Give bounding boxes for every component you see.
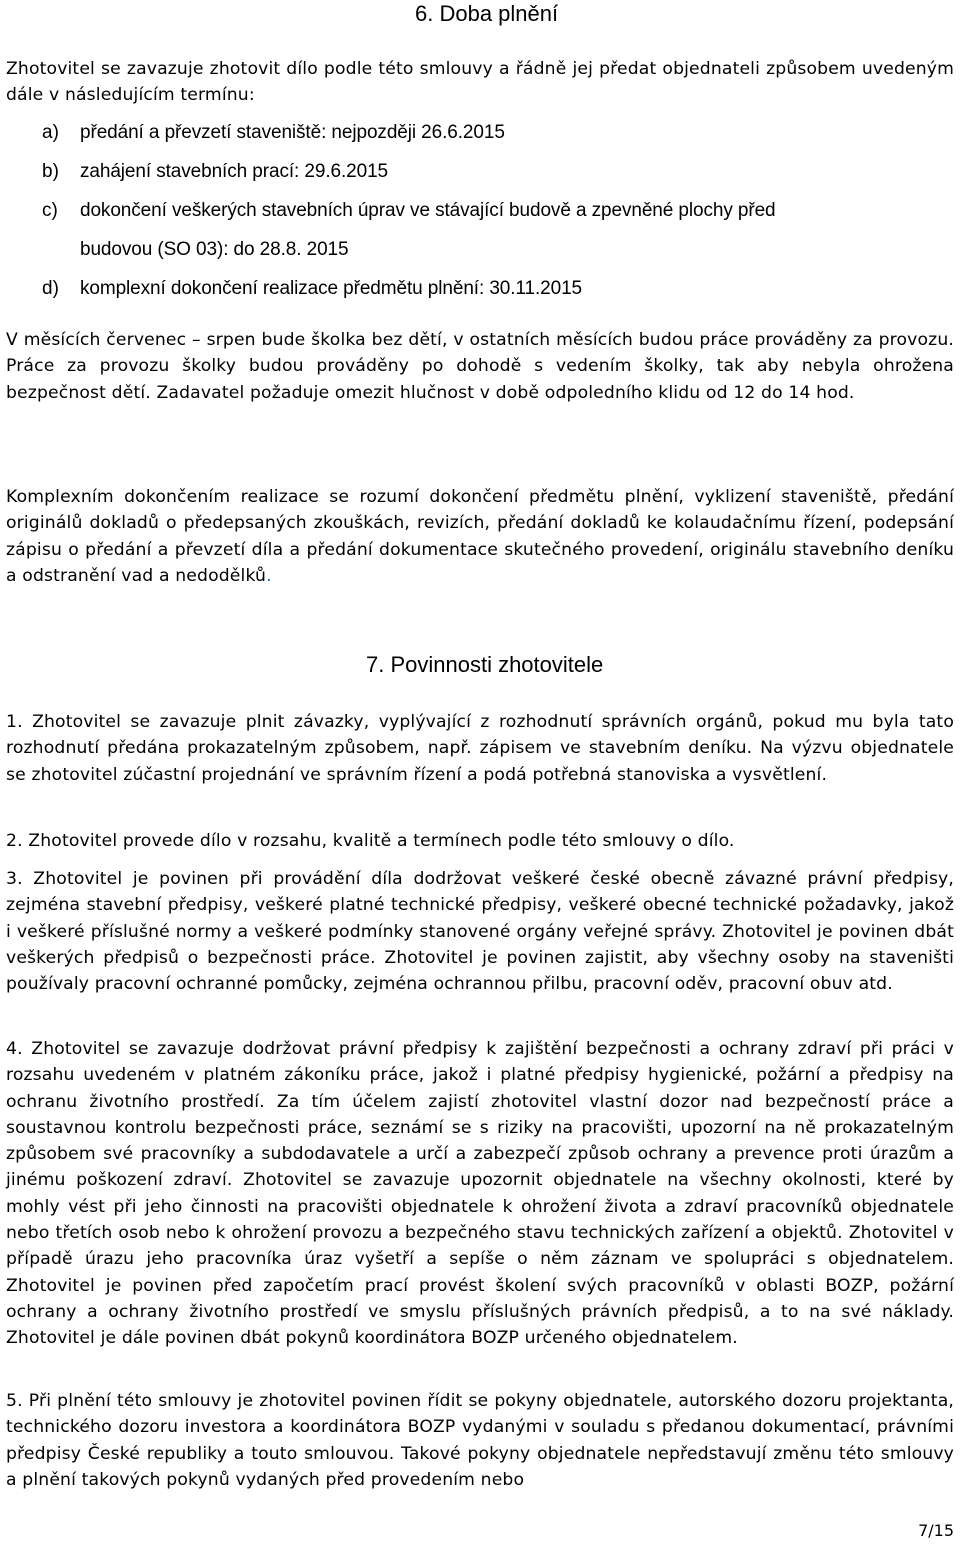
section-6-paragraph-2 [6, 484, 954, 589]
page-number: 7/15 [918, 1521, 954, 1540]
section-7-clause-4: 4. Zhotovitel se zavazuje dodržovat právní předpisy k zajištění bezpečnosti a ochrany zdraví při práci v rozsahu uvedeném v platném zákoníku práce, jakož i platné předpisy hygienické, požární a předpisy na ochranu životního prostředí. Za tím účelem zajistí zhotovitel vlastní dozor nad bezpečností práce a soustavnou kontrolu bezpečnosti práce, seznámí se s riziky na pracovišti, upozorní na ně prokazatelným způsobem své pracovníky a subdodavatele a určí a zabezpečí způsob ochrany a prevence proti úrazům a jinému poškození zdraví. Zhotovitel se zavazuje upozornit objednatele na všechny okolnosti, které by mohly vést při jeho činnosti na pracovišti objednatele k ohrožení života a zdraví pracovníků objednatele nebo třetích osob nebo k ohrožení provozu a bezpečného stavu technických zařízení a objektů. Zhotovitel v případě úrazu jeho pracovníka úraz vyšetří a sepíše o něm záznam ve spolupráci s objednatelem. Zhotovitel je povinen před započetím prací provést školení svých pracovníků v oblasti BOZP, požární ochrany a ochrany životního prostředí ve smyslu příslušných právních předpisů, a to na své náklady. Zhotovitel je dále povinen dbát pokynů koordinátora BOZP určeného objednatelem. [6, 1039, 954, 1349]
list-label-d: d) [42, 278, 59, 299]
list-label-b: b) [42, 161, 59, 182]
section-7-clause-1: 1. Zhotovitel se zavazuje plnit závazky, vyplývající z rozhodnutí správních orgánů, pokud mu byla tato rozhodnutí předána prokazatelným způsobem, např. zápisem ve stavebním deníku. Na výzvu objednatele se zhotovitel zúčastní projednání ve správním řízení a podá potřebná stanoviska a vysvětlení. [6, 712, 954, 785]
list-label-c: c) [42, 200, 58, 221]
section-6-heading: 6. Doba plnění [415, 1, 559, 26]
list-item-d: komplexní dokončení realizace předmětu plnění: 30.11.2015 [80, 278, 583, 299]
paragraph-2-end: . [266, 565, 272, 586]
section-7-clause-5: 5. Při plnění této smlouvy je zhotovitel povinen řídit se pokyny objednatele, autorského dozoru projektanta, technického dozoru investora a koordinátora BOZP vydanými v souladu s předanou dokumentací, právními předpisy České republiky a touto smlouvou. Takové pokyny objednatele nepředstavují změnu této smlouvy a plnění takových pokynů vydaných před provedením nebo [6, 1391, 954, 1490]
section-7-clause-3: 3. Zhotovitel je povinen při provádění díla dodržovat veškeré české obecně závazné právní předpisy, zejména stavební předpisy, veškeré platné technické předpisy, veškeré obecné technické požadavky, jakož i veškeré příslušné normy a veškeré podmínky stanovené orgány veřejné správy. Zhotovitel je povinen dbát veškerých předpisů o bezpečnosti práce. Zhotovitel je povinen zajistit, aby všechny osoby na staveništi používaly pracovní ochranné pomůcky, zejména ochrannou přilbu, pracovní oděv, pracovní obuv atd. [6, 869, 954, 995]
section-6-paragraph-1: V měsících červenec – srpen bude školka bez dětí, v ostatních měsících budou práce prováděny za provozu. Práce za provozu školky budou prováděny po dohodě s vedením školky, tak aby nebyla ohrožena bezpečnost dětí. Zadavatel požaduje omezit hlučnost v době odpoledního klidu od 12 do 14 hod. [6, 330, 954, 403]
section-7-heading: 7. Povinnosti zhotovitele [366, 652, 604, 677]
list-item-b: zahájení stavebních prací: 29.6.2015 [80, 161, 389, 182]
list-label-a: a) [42, 122, 59, 143]
list-item-c: dokončení veškerých stavebních úprav ve stávající budově a zpevněné plochy před [80, 200, 776, 221]
list-item-c-cont: budovou (SO 03): do 28.8. 2015 [80, 239, 349, 260]
paragraph-2-text: Komplexním dokončením realizace se rozumí dokončení předmětu plnění, vyklizení staveniště, předání originálů dokladů o předepsaných zkouškách, revizích, předání dokladů ke kolaudačnímu řízení, podepsání zápisu o předání a převzetí díla a předání dokumentace skutečného provedení, originálu stavebního deníku a odstranění vad a nedodělků [6, 487, 954, 586]
section-7-clause-2: 2. Zhotovitel provede dílo v rozsahu, kvalitě a termínech podle této smlouvy o dílo. [6, 831, 735, 851]
section-6-intro: Zhotovitel se zavazuje zhotovit dílo podle této smlouvy a řádně jej předat objednateli způsobem uvedeným dále v následujícím termínu: [6, 59, 954, 106]
list-item-a: předání a převzetí staveniště: nejpozději 26.6.2015 [80, 122, 505, 143]
